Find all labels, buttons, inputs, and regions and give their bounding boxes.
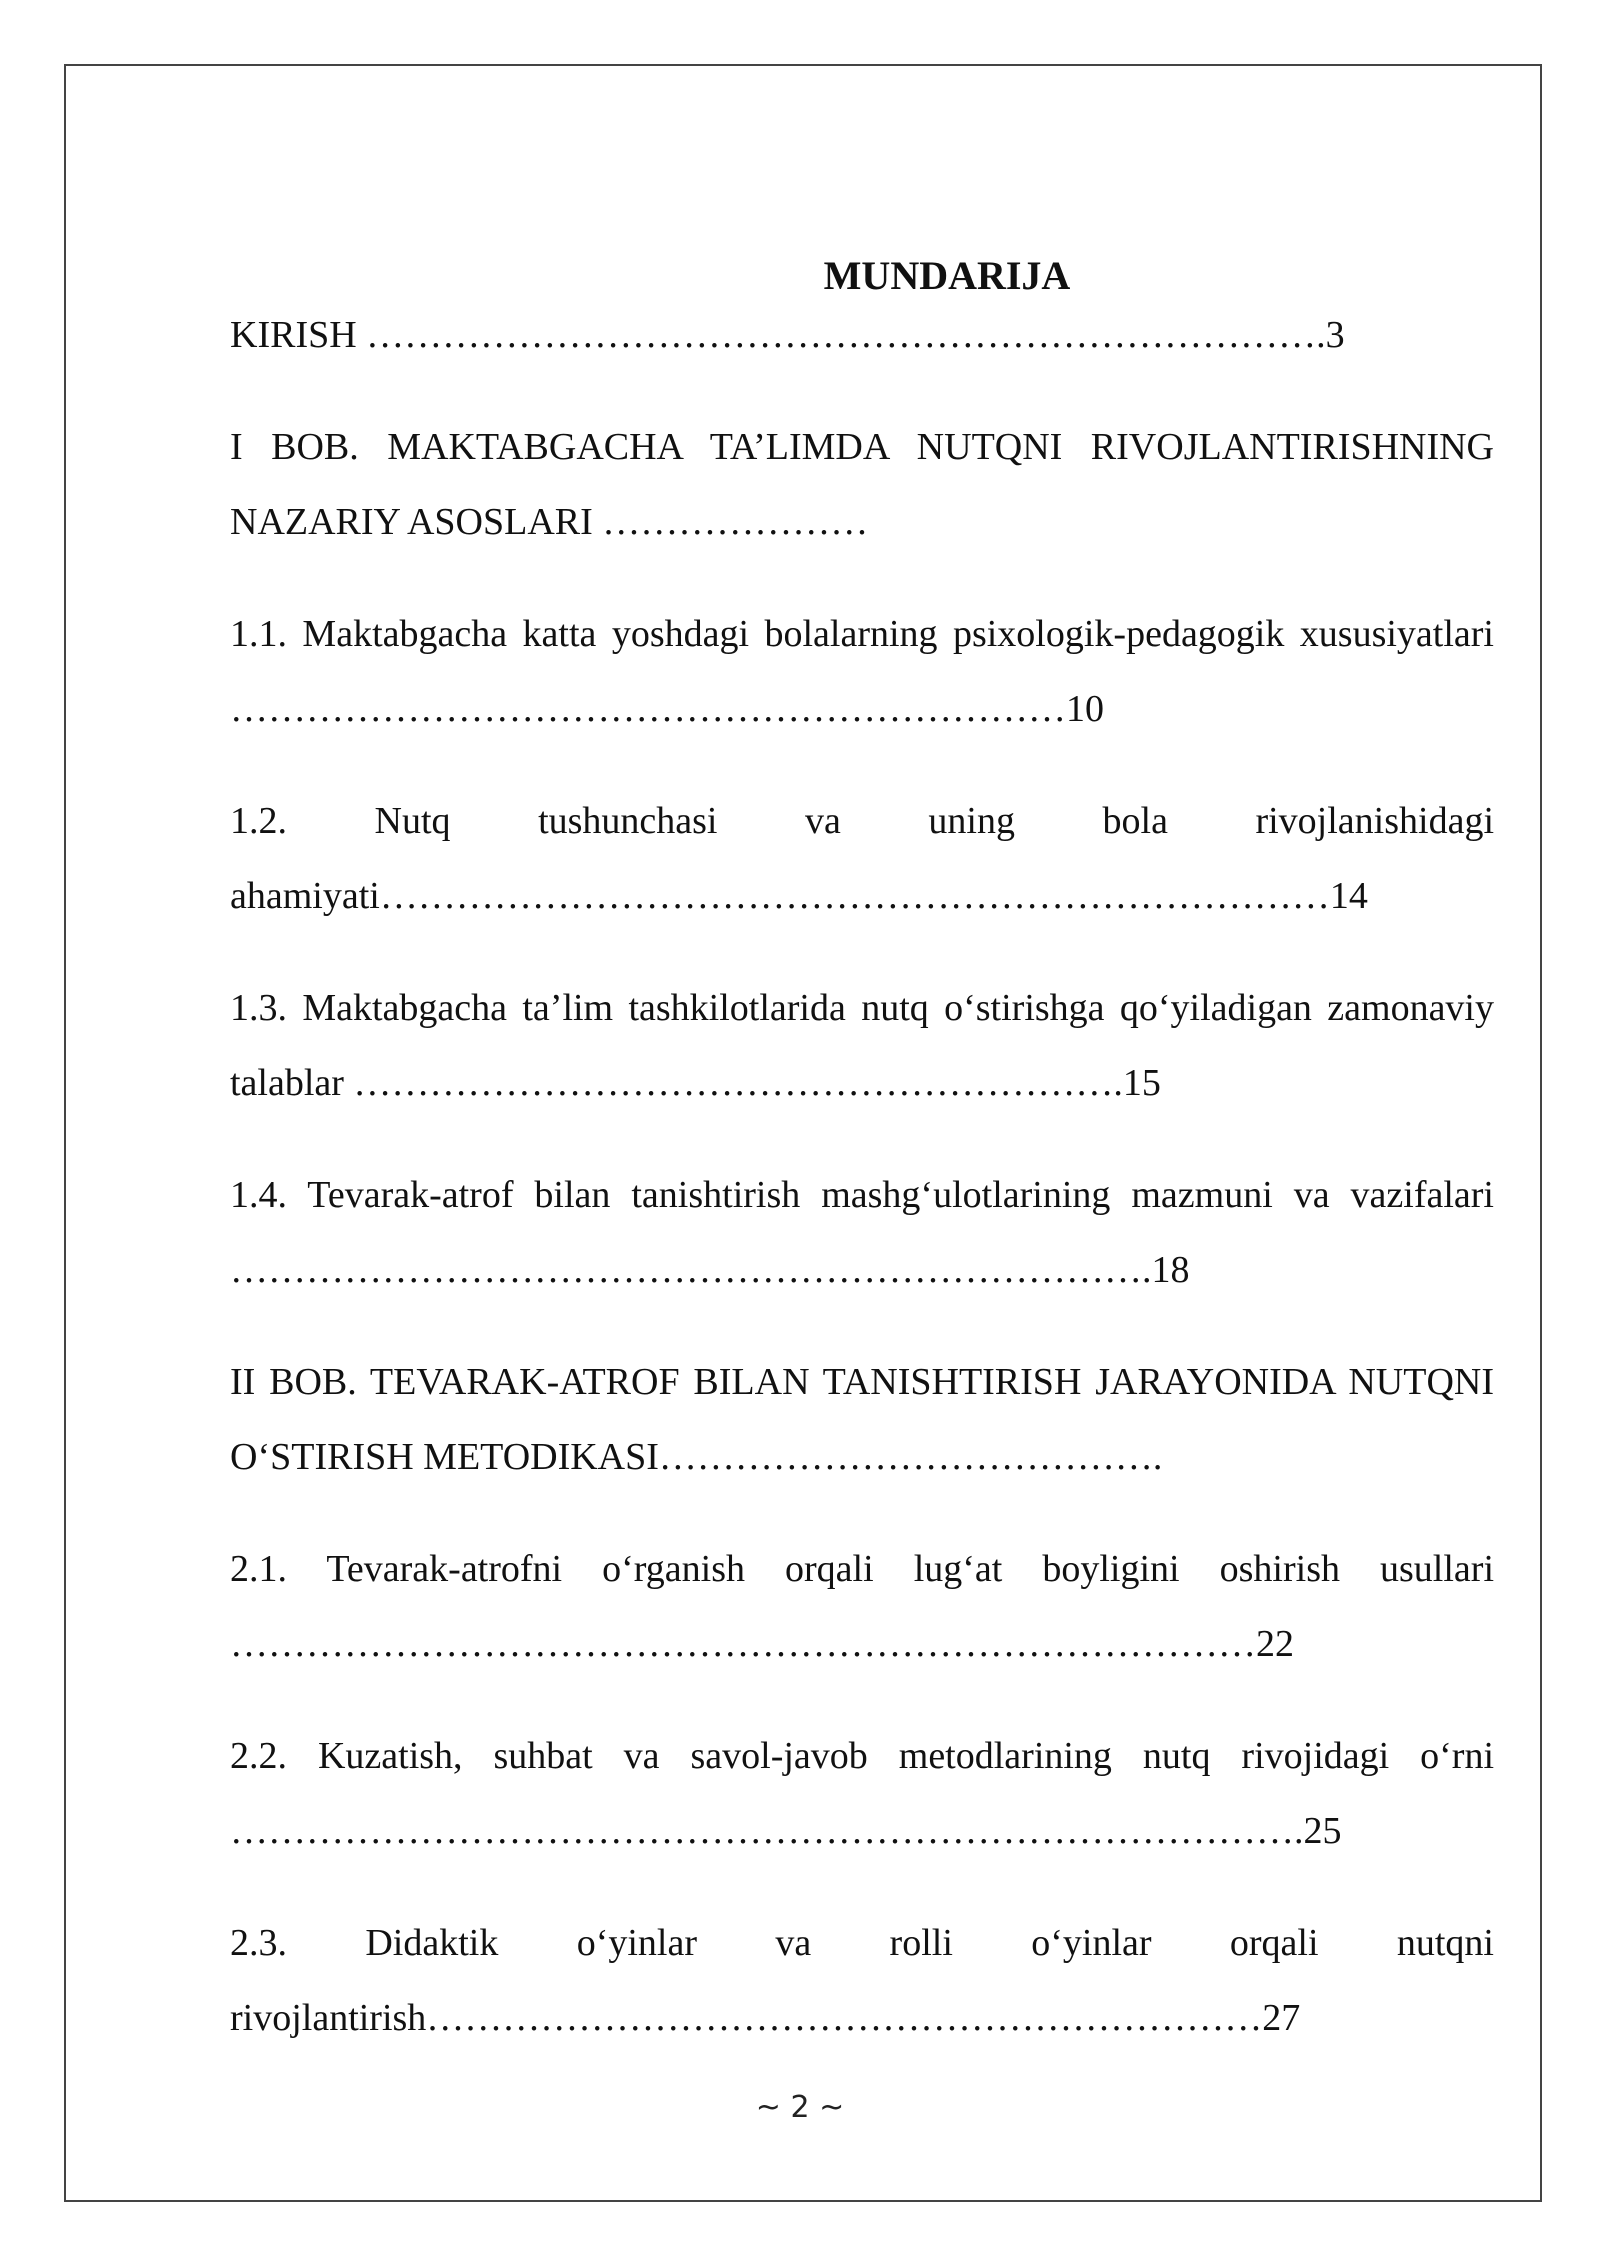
spacer [230, 1308, 1494, 1345]
toc-entry-2-1: 2.1. Tevarak-atrofni o‘rganish orqali lug‘at boyligini oshirish usullari ………………………………………………………………………22 [230, 1548, 1494, 1665]
toc-entry-1-4: 1.4. Tevarak-atrof bilan tanishtirish mashg‘ulotlarining mazmuni va vazifalari ……………………………………………………………….18 [230, 1174, 1494, 1291]
spacer [230, 560, 1494, 597]
spacer [230, 1121, 1494, 1158]
spacer [230, 1682, 1494, 1719]
toc-entry-chapter-1: I BOB. MAKTABGACHA TA’LIMDA NUTQNI RIVOJLANTIRISHNING NAZARIY ASOSLARI ………………… [230, 426, 1494, 543]
toc-entry-1-3: 1.3. Maktabgacha ta’lim tashkilotlarida nutq o‘stirishga qo‘yiladigan zamonaviy talablar …………………………………………………….15 [230, 987, 1494, 1104]
spacer [230, 1869, 1494, 1906]
table-of-contents [230, 250, 1494, 2056]
page-number: ~ 2 ~ [755, 2090, 845, 2125]
toc-entry-kirish: KIRISH ………………………………………………………………….3 [230, 314, 1345, 356]
spacer [230, 1495, 1494, 1532]
toc-entry-1-1: 1.1. Maktabgacha katta yoshdagi bolalarning psixologik-pedagogik xususiyatlari …………………………………………………………10 [230, 613, 1494, 730]
toc-entry-2-2: 2.2. Kuzatish, suhbat va savol-javob metodlarining nutq rivojidagi o‘rni ………………………………………………………………………….25 [230, 1735, 1494, 1852]
spacer [230, 747, 1494, 784]
toc-entry-2-3: 2.3. Didaktik o‘yinlar va rolli o‘yinlar orqali nutqni rivojlantirish…………………………………………………………27 [230, 1922, 1494, 2039]
spacer [230, 373, 1494, 410]
toc-title: MUNDARIJA [823, 253, 1071, 298]
spacer [230, 934, 1494, 971]
toc-entry-chapter-2: II BOB. TEVARAK-ATROF BILAN TANISHTIRISH JARAYONIDA NUTQNI O‘STIRISH METODIKASI…………………………………. [230, 1361, 1494, 1478]
toc-entry-1-2: 1.2. Nutq tushunchasi va uning bola rivojlanishidagi ahamiyati…………………………………………………………………14 [230, 800, 1494, 917]
